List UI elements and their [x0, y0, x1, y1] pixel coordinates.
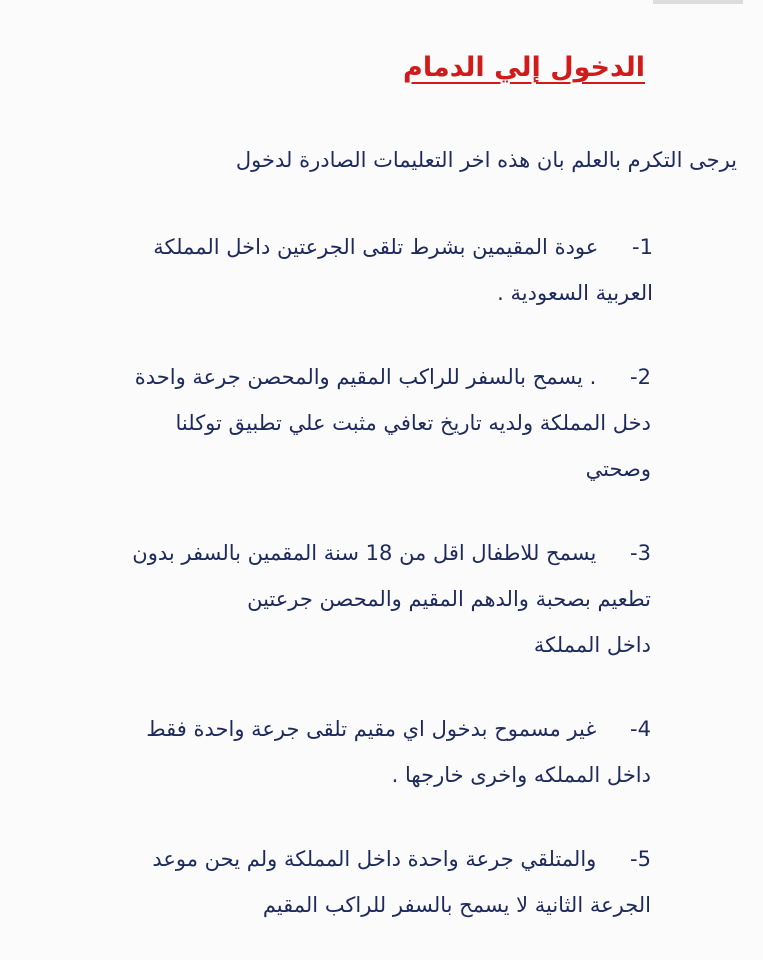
list-item-number: 3- — [630, 541, 651, 565]
list-item-5 — [152, 836, 651, 928]
list-item-4 — [146, 706, 651, 798]
list-item-text: تطعيم بصحبة والدهم المقيم والمحصن جرعتين — [247, 587, 651, 611]
list-item-text: داخل المملكة — [533, 633, 651, 657]
list-item-text: . يسمح بالسفر للراكب المقيم والمحصن جرعة واحدة — [134, 365, 597, 389]
list-item-line — [135, 446, 651, 492]
list-item-text: عودة المقيمين بشرط تلقى الجرعتين داخل المملكة — [153, 235, 599, 259]
list-item-line — [135, 354, 651, 400]
list-item-line — [152, 882, 651, 928]
list-item-line — [132, 622, 651, 668]
list-item-number: 2- — [630, 365, 651, 389]
top-edge-artifact — [653, 0, 743, 4]
list-item-line — [132, 576, 651, 622]
list-item-text: غير مسموح بدخول اي مقيم تلقى جرعة واحدة فقط — [146, 717, 597, 741]
list-item-text: يسمح للاطفال اقل من 18 سنة المقمين بالسفر بدون — [132, 541, 597, 565]
list-item-number: 1- — [632, 235, 653, 259]
list-item-line — [135, 400, 651, 446]
list-item-text: وصحتي — [585, 457, 651, 481]
list-item-number: 4- — [630, 717, 651, 741]
list-item-text: العربية السعودية . — [497, 281, 653, 305]
list-item-line — [152, 836, 651, 882]
list-item-line — [146, 752, 651, 798]
list-item-text: الجرعة الثانية لا يسمح بالسفر للراكب المقيم — [262, 893, 651, 917]
list-item-1 — [153, 224, 653, 316]
list-item-line — [153, 270, 653, 316]
list-item-line — [132, 530, 651, 576]
list-item-text: داخل المملكه واخرى خارجها . — [391, 763, 651, 787]
list-item-3 — [132, 530, 651, 668]
list-item-text: والمتلقي جرعة واحدة داخل المملكة ولم يحن موعد — [152, 847, 597, 871]
intro-paragraph: يرجى التكرم بالعلم بان هذه اخر التعليمات الصادرة لدخول — [235, 148, 737, 172]
list-item-line — [146, 706, 651, 752]
list-item-line — [153, 224, 653, 270]
page-title: الدخول إلي الدمام — [403, 52, 645, 83]
list-item-number: 5- — [630, 847, 651, 871]
list-item-text: دخل المملكة ولديه تاريخ تعافي مثبت علي تطبيق توكلنا — [175, 411, 651, 435]
list-item-2 — [135, 354, 651, 492]
